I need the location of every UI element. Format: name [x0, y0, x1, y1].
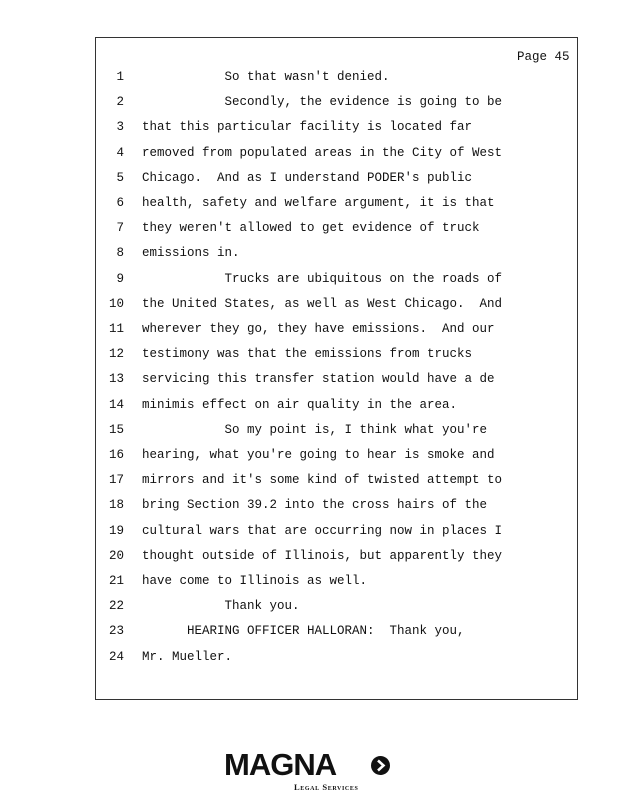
chevron-right-icon: [371, 756, 390, 775]
line-number: 6: [116, 196, 124, 210]
transcript-line: [0, 650, 618, 670]
line-number: 19: [108, 523, 124, 538]
transcript-line: [0, 171, 618, 191]
logo-wordmark: MAGNA: [224, 747, 337, 782]
transcript-line: [0, 196, 618, 216]
transcript-line: [0, 221, 618, 241]
line-text: the United States, as well as West Chicago. And: [142, 296, 503, 311]
line-number: 14: [108, 397, 124, 412]
transcript-line: [0, 423, 618, 443]
line-number: 11: [108, 322, 124, 336]
line-text: wherever they go, they have emissions. And our: [142, 322, 495, 336]
transcript-line: [0, 322, 618, 342]
line-text: Thank you.: [142, 599, 300, 614]
magna-logo: [224, 748, 404, 793]
line-text: removed from populated areas in the City of West: [142, 145, 503, 160]
line-number: 23: [108, 624, 124, 639]
transcript-line: [0, 524, 618, 544]
transcript-line: [0, 448, 618, 468]
line-text: minimis effect on air quality in the area.: [142, 397, 458, 412]
line-text: health, safety and welfare argument, it is that: [142, 196, 495, 210]
line-text: they weren't allowed to get evidence of truck: [142, 221, 480, 236]
line-text: Secondly, the evidence is going to be: [142, 95, 503, 110]
transcript-line: [0, 398, 618, 418]
line-text: servicing this transfer station would have a de: [142, 372, 495, 387]
transcript-line: [0, 272, 618, 292]
line-text: mirrors and it's some kind of twisted attempt to: [142, 473, 503, 488]
line-text: Chicago. And as I understand PODER's public: [142, 170, 473, 185]
line-number: 15: [108, 422, 124, 437]
transcript-line: [0, 70, 618, 90]
line-text: hearing, what you're going to hear is smoke and: [142, 448, 495, 462]
line-number: 22: [108, 599, 124, 614]
transcript-line: [0, 347, 618, 367]
line-text: So my point is, I think what you're: [142, 422, 488, 437]
transcript-line: [0, 599, 618, 619]
line-number: 9: [116, 271, 124, 286]
line-number: 10: [108, 296, 124, 311]
line-text: testimony was that the emissions from trucks: [142, 347, 473, 362]
line-text: So that wasn't denied.: [142, 70, 390, 84]
line-text: Mr. Mueller.: [142, 649, 233, 664]
line-number: 20: [108, 548, 124, 563]
line-number: 7: [116, 221, 124, 236]
line-number: 3: [116, 120, 124, 135]
line-text: thought outside of Illinois, but apparently they: [142, 548, 503, 563]
logo-tagline: Legal Services: [294, 782, 359, 792]
line-number: 24: [108, 649, 124, 664]
transcript-line: [0, 120, 618, 140]
line-text: have come to Illinois as well.: [142, 574, 368, 588]
line-number: 16: [108, 448, 124, 462]
transcript-line: [0, 146, 618, 166]
line-number: 1: [116, 70, 124, 84]
line-text: cultural wars that are occurring now in places I: [142, 523, 503, 538]
transcript-line: [0, 624, 618, 644]
line-text: HEARING OFFICER HALLORAN: Thank you,: [142, 624, 465, 639]
line-text: that this particular facility is located far: [142, 120, 473, 135]
line-number: 21: [108, 574, 124, 588]
line-text: emissions in.: [142, 246, 240, 261]
line-number: 13: [108, 372, 124, 387]
line-number: 8: [116, 246, 124, 261]
line-number: 4: [116, 145, 124, 160]
line-number: 12: [108, 347, 124, 362]
transcript-line: [0, 372, 618, 392]
line-number: 5: [116, 170, 124, 185]
line-number: 2: [116, 95, 124, 110]
page-number: Page 45: [517, 50, 570, 64]
transcript-line: [0, 473, 618, 493]
transcript-line: [0, 574, 618, 594]
transcript-line: [0, 246, 618, 266]
line-text: bring Section 39.2 into the cross hairs of the: [142, 498, 488, 513]
transcript-line: [0, 297, 618, 317]
transcript-line: [0, 549, 618, 569]
line-text: Trucks are ubiquitous on the roads of: [142, 271, 503, 286]
transcript-line: [0, 498, 618, 518]
line-number: 18: [108, 498, 124, 513]
line-number: 17: [108, 473, 124, 488]
transcript-line: [0, 95, 618, 115]
